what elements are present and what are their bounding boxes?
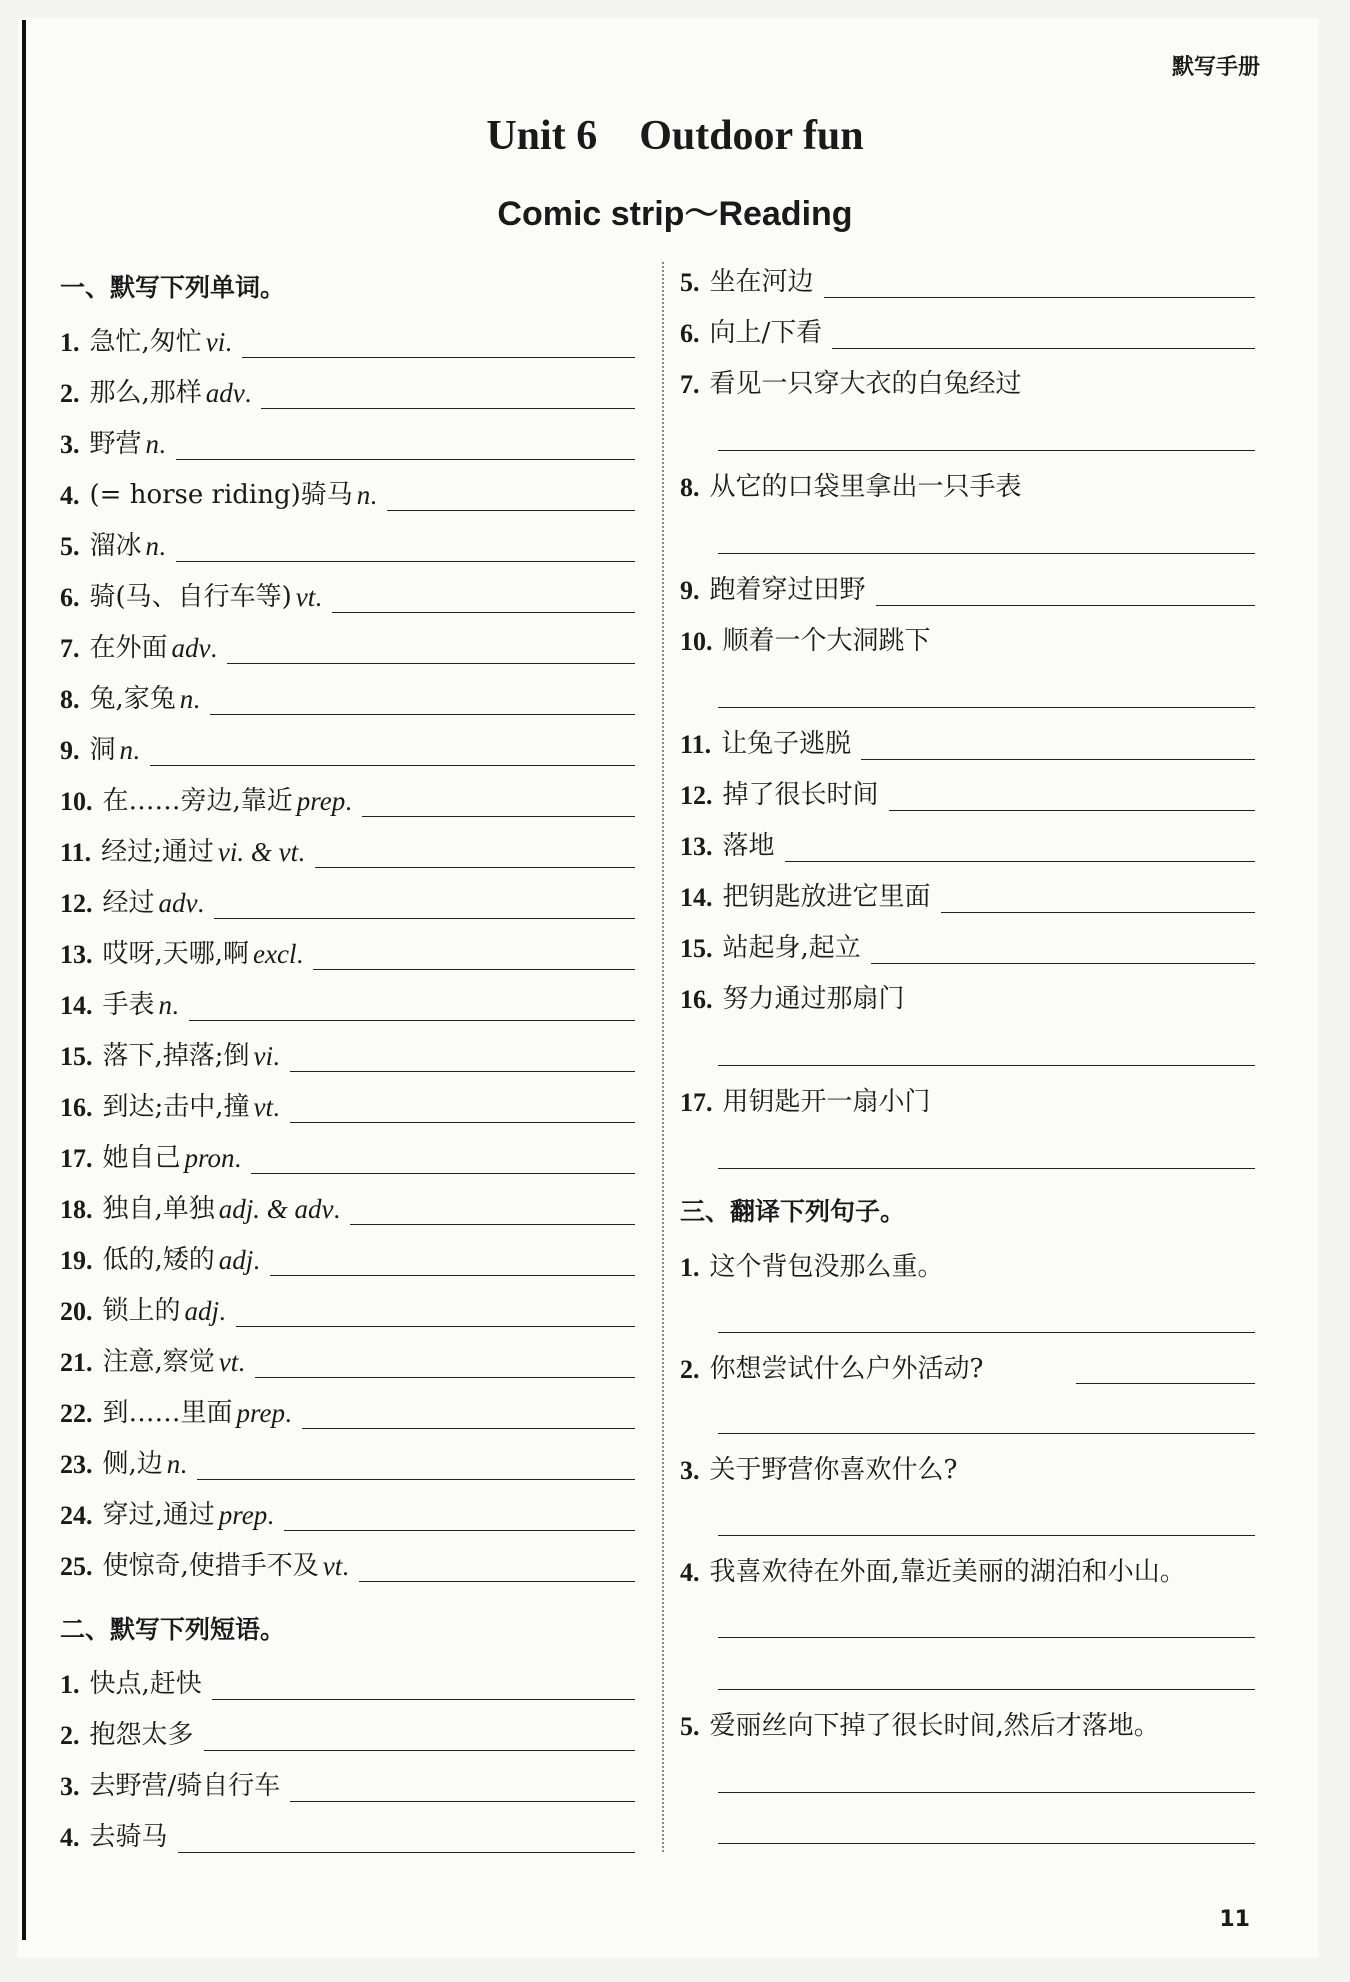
part-of-speech: vi. & vt (217, 837, 299, 867)
answer-blank[interactable] (785, 833, 1255, 862)
exercise-item (680, 873, 1255, 913)
item-prompt: 让兔子逃脱 (721, 729, 852, 759)
answer-blank[interactable] (290, 1043, 635, 1072)
item-number: 3. (680, 1456, 700, 1485)
exercise-item (60, 1389, 635, 1429)
part-of-speech: prep (296, 786, 346, 816)
period-mark: . (267, 1501, 274, 1530)
period-mark: . (159, 532, 166, 561)
exercise-item (60, 1083, 635, 1123)
part-of-speech: vt (295, 582, 316, 612)
item-number: 14. (680, 883, 713, 912)
answer-blank[interactable] (150, 737, 635, 766)
part-of-speech: pron (184, 1143, 235, 1173)
item-prompt: 站起身,起立 (722, 933, 861, 963)
exercise-item (60, 828, 635, 868)
exercise-item (680, 1078, 1255, 1118)
period-mark: . (210, 634, 217, 663)
item-prompt: 用钥匙开一扇小门 (722, 1087, 931, 1117)
section-2-heading: 二、默写下列短语。 (60, 1615, 286, 1644)
item-prompt: 兔,家兔 (89, 684, 176, 714)
section-3-heading: 三、翻译下列句子。 (680, 1197, 906, 1226)
part-of-speech: adv (171, 633, 211, 663)
period-mark: . (315, 583, 322, 612)
exercise-item (60, 1287, 635, 1327)
item-number: 13. (60, 940, 93, 969)
item-number: 15. (680, 934, 713, 963)
exercise-item (60, 1711, 635, 1751)
exercise-item (60, 471, 635, 511)
period-mark: . (180, 1450, 187, 1479)
item-number: 4. (680, 1558, 700, 1587)
binding-edge (22, 20, 26, 1940)
period-mark: . (273, 1042, 280, 1071)
exercise-item (60, 420, 635, 460)
exercise-item (60, 675, 635, 715)
exercise-item (60, 522, 635, 562)
item-number: 18. (60, 1195, 93, 1224)
exercise-item (680, 975, 1255, 1015)
exercise-item (60, 1542, 635, 1582)
exercise-item (680, 1702, 1255, 1742)
item-prompt: 我喜欢待在外面,靠近美丽的湖泊和小山。 (709, 1557, 1186, 1587)
item-prompt: 去野营/骑自行车 (89, 1771, 281, 1801)
item-number: 15. (60, 1042, 93, 1071)
exercise-item (680, 924, 1255, 964)
answer-line[interactable] (718, 1433, 1255, 1434)
answer-line[interactable] (718, 1535, 1255, 1536)
item-prompt: 顺着一个大洞跳下 (722, 626, 931, 656)
item-number: 23. (60, 1450, 93, 1479)
exercise-item (680, 771, 1255, 811)
item-number: 2. (60, 1721, 80, 1750)
answer-blank[interactable] (332, 584, 635, 613)
item-number: 24. (60, 1501, 93, 1530)
item-prompt: 野营 (89, 429, 142, 459)
exercise-item (60, 981, 635, 1021)
period-mark: . (273, 1093, 280, 1122)
answer-blank[interactable] (871, 935, 1255, 964)
item-number: 21. (60, 1348, 93, 1377)
answer-blank[interactable] (210, 686, 635, 715)
answer-blank[interactable] (204, 1722, 635, 1751)
answer-line[interactable] (718, 1168, 1255, 1169)
item-number: 20. (60, 1297, 93, 1326)
exercise-item (60, 1440, 635, 1480)
exercise-item (680, 360, 1255, 400)
answer-blank[interactable] (176, 431, 635, 460)
exercise-item (60, 930, 635, 970)
item-number: 19. (60, 1246, 93, 1275)
item-prompt: 侧,边 (102, 1449, 163, 1479)
item-prompt: 哎呀,天哪,啊 (102, 939, 250, 969)
item-number: 2. (60, 379, 80, 408)
answer-blank[interactable] (315, 839, 635, 868)
item-prompt: 从它的口袋里拿出一只手表 (709, 472, 1022, 502)
answer-blank[interactable] (176, 533, 635, 562)
period-mark: . (193, 685, 200, 714)
item-prompt: 跑着穿过田野 (709, 575, 866, 605)
exercise-item (60, 1185, 635, 1225)
answer-blank[interactable] (313, 941, 635, 970)
item-prompt: 到……里面 (102, 1398, 233, 1428)
part-of-speech: n (145, 531, 160, 561)
item-number: 17. (60, 1144, 93, 1173)
item-number: 3. (60, 430, 80, 459)
exercise-item (60, 1762, 635, 1802)
answer-blank[interactable] (251, 1145, 635, 1174)
item-number: 6. (680, 319, 700, 348)
item-prompt: 她自己 (102, 1143, 181, 1173)
part-of-speech: adv (158, 888, 198, 918)
period-mark: . (172, 991, 179, 1020)
exercise-item (680, 463, 1255, 503)
item-number: 8. (680, 473, 700, 502)
item-prompt: 在外面 (89, 633, 168, 663)
answer-blank[interactable] (242, 329, 635, 358)
answer-line[interactable] (718, 1843, 1255, 1844)
answer-blank[interactable] (824, 269, 1255, 298)
answer-line[interactable] (718, 553, 1255, 554)
part-of-speech: n (356, 480, 371, 510)
period-mark: . (234, 1144, 242, 1173)
part-of-speech: adj. & adv (218, 1194, 334, 1224)
exercise-item (680, 1345, 1255, 1385)
part-of-speech: n (166, 1449, 181, 1479)
exercise-item (680, 309, 1255, 349)
item-prompt: 你想尝试什么户外活动? (709, 1354, 984, 1384)
answer-blank[interactable] (236, 1298, 635, 1327)
header-tag: 默写手册 (1171, 55, 1260, 80)
item-prompt: 溜冰 (89, 531, 142, 561)
exercise-item (680, 566, 1255, 606)
exercise-item (60, 1032, 635, 1072)
period-mark: . (219, 1297, 226, 1326)
item-number: 7. (680, 370, 700, 399)
answer-blank[interactable] (255, 1349, 635, 1378)
answer-blank[interactable] (290, 1773, 635, 1802)
lesson-subtitle: Comic strip～Reading (497, 195, 853, 233)
item-number: 10. (60, 787, 93, 816)
item-prompt: 向上/下看 (709, 318, 823, 348)
item-number: 25. (60, 1552, 93, 1581)
period-mark: . (159, 430, 166, 459)
exercise-item (60, 369, 635, 409)
answer-line[interactable] (718, 1332, 1255, 1333)
exercise-item (60, 1134, 635, 1174)
item-number: 13. (680, 832, 713, 861)
item-prompt: 爱丽丝向下掉了很长时间,然后才落地。 (709, 1711, 1160, 1741)
answer-blank[interactable] (189, 992, 635, 1021)
answer-line[interactable] (718, 450, 1255, 451)
answer-line[interactable] (718, 1065, 1255, 1066)
exercise-item (60, 777, 635, 817)
exercise-item (60, 879, 635, 919)
item-number: 9. (680, 576, 700, 605)
item-prompt: 洞 (89, 735, 116, 765)
period-mark: . (296, 940, 303, 969)
exercise-item (680, 1446, 1255, 1486)
item-prompt: 使惊奇,使措手不及 (102, 1551, 319, 1581)
item-prompt: 独自,单独 (102, 1194, 215, 1224)
answer-blank[interactable] (290, 1094, 635, 1123)
answer-blank[interactable] (350, 1196, 635, 1225)
item-number: 5. (60, 532, 80, 561)
item-prompt: 掉了很长时间 (722, 780, 879, 810)
exercise-item (60, 1491, 635, 1531)
item-number: 7. (60, 634, 80, 663)
item-prompt: 注意,察觉 (102, 1347, 215, 1377)
answer-blank[interactable] (941, 884, 1255, 913)
item-prompt: 在……旁边,靠近 (102, 786, 293, 816)
item-prompt: 经过 (102, 888, 155, 918)
item-prompt: 把钥匙放进它里面 (722, 882, 931, 912)
item-prompt: 骑(马、自行车等) (89, 582, 292, 612)
exercise-item (60, 1660, 635, 1700)
period-mark: . (333, 1195, 341, 1224)
part-of-speech: vt (218, 1347, 239, 1377)
period-mark: . (244, 379, 252, 408)
item-prompt: 穿过,通过 (102, 1500, 215, 1530)
exercise-item (60, 726, 635, 766)
item-number: 1. (60, 328, 80, 357)
part-of-speech: vi (253, 1041, 274, 1071)
part-of-speech: adj (218, 1245, 254, 1275)
period-mark: . (342, 1552, 349, 1581)
period-mark: . (225, 328, 232, 357)
part-of-speech: prep (218, 1500, 268, 1530)
answer-blank[interactable] (876, 577, 1255, 606)
item-number: 5. (680, 268, 700, 297)
item-number: 22. (60, 1399, 93, 1428)
period-mark: . (370, 481, 377, 510)
answer-line[interactable] (718, 1792, 1255, 1793)
item-number: 1. (60, 1670, 80, 1699)
page-number: 11 (1219, 1907, 1250, 1932)
part-of-speech: n (158, 990, 173, 1020)
item-number: 2. (680, 1355, 700, 1384)
item-number: 5. (680, 1712, 700, 1741)
part-of-speech: n (179, 684, 194, 714)
item-prompt: 急忙,匆忙 (89, 327, 202, 357)
item-number: 12. (60, 889, 93, 918)
answer-line[interactable] (718, 707, 1255, 708)
exercise-item (60, 1236, 635, 1276)
part-of-speech: vt (322, 1551, 343, 1581)
exercise-item (680, 258, 1255, 298)
item-number: 14. (60, 991, 93, 1020)
item-number: 8. (60, 685, 80, 714)
answer-blank[interactable] (302, 1400, 635, 1429)
item-prompt: 看见一只穿大衣的白兔经过 (709, 369, 1022, 399)
column-divider (662, 262, 664, 1852)
period-mark: . (238, 1348, 245, 1377)
item-number: 3. (60, 1772, 80, 1801)
answer-blank[interactable] (362, 788, 635, 817)
exercise-item (60, 1338, 635, 1378)
answer-blank[interactable] (889, 782, 1255, 811)
period-mark: . (197, 889, 204, 918)
exercise-item (680, 720, 1255, 760)
item-number: 12. (680, 781, 713, 810)
item-prompt: 努力通过那扇门 (722, 984, 905, 1014)
item-number: 9. (60, 736, 80, 765)
item-prompt: 快点,赶快 (89, 1669, 202, 1699)
answer-blank[interactable] (212, 1671, 635, 1700)
part-of-speech: adv (205, 378, 245, 408)
item-prompt: 这个背包没那么重。 (709, 1252, 944, 1282)
item-prompt: 手表 (102, 990, 155, 1020)
item-prompt: 关于野营你喜欢什么? (709, 1455, 958, 1485)
answer-blank[interactable] (832, 320, 1255, 349)
exercise-item (680, 617, 1255, 657)
item-number: 16. (680, 985, 713, 1014)
item-prompt: 锁上的 (102, 1296, 181, 1326)
exercise-item (60, 624, 635, 664)
item-prompt: 抱怨太多 (89, 1720, 194, 1750)
answer-blank[interactable] (359, 1553, 635, 1582)
item-number: 1. (680, 1253, 700, 1282)
item-number: 6. (60, 583, 80, 612)
item-prompt: 去骑马 (89, 1822, 168, 1852)
item-prompt: 落地 (722, 831, 775, 861)
exercise-item (680, 1243, 1255, 1283)
item-number: 4. (60, 1823, 80, 1852)
answer-line[interactable] (1076, 1383, 1255, 1384)
part-of-speech: prep (236, 1398, 286, 1428)
item-number: 17. (680, 1088, 713, 1117)
period-mark: . (345, 787, 352, 816)
item-number: 11. (60, 838, 92, 867)
part-of-speech: excl (253, 939, 297, 969)
unit-title: Unit 6 Outdoor fun (486, 113, 864, 159)
section-1-heading: 一、默写下列单词。 (60, 273, 286, 302)
answer-line[interactable] (718, 1689, 1255, 1690)
item-number: 10. (680, 627, 713, 656)
item-prompt: (= horse riding)骑马 (89, 480, 353, 510)
answer-blank[interactable] (227, 635, 635, 664)
item-prompt: 经过;通过 (101, 837, 214, 867)
answer-blank[interactable] (214, 890, 635, 919)
item-prompt: 落下,掉落;倒 (102, 1041, 250, 1071)
answer-blank[interactable] (178, 1824, 635, 1853)
item-number: 4. (60, 481, 80, 510)
answer-line[interactable] (718, 1637, 1255, 1638)
exercise-item (60, 1813, 635, 1853)
part-of-speech: n (119, 735, 134, 765)
answer-blank[interactable] (261, 380, 635, 409)
period-mark: . (298, 838, 305, 867)
item-number: 16. (60, 1093, 93, 1122)
exercise-item (680, 1548, 1280, 1588)
answer-blank[interactable] (197, 1451, 635, 1480)
exercise-item (680, 822, 1255, 862)
item-prompt: 坐在河边 (709, 267, 814, 297)
period-mark: . (133, 736, 140, 765)
item-prompt: 低的,矮的 (102, 1245, 215, 1275)
exercise-item (60, 318, 635, 358)
answer-blank[interactable] (387, 482, 635, 511)
part-of-speech: vt (253, 1092, 274, 1122)
item-prompt: 那么,那样 (89, 378, 202, 408)
period-mark: . (253, 1246, 260, 1275)
part-of-speech: adj (184, 1296, 220, 1326)
answer-blank[interactable] (270, 1247, 635, 1276)
item-prompt: 到达;击中,撞 (102, 1092, 250, 1122)
answer-blank[interactable] (861, 731, 1255, 760)
part-of-speech: n (145, 429, 160, 459)
period-mark: . (285, 1399, 292, 1428)
item-number: 11. (680, 730, 712, 759)
part-of-speech: vi (205, 327, 226, 357)
exercise-item (60, 573, 635, 613)
answer-blank[interactable] (284, 1502, 635, 1531)
